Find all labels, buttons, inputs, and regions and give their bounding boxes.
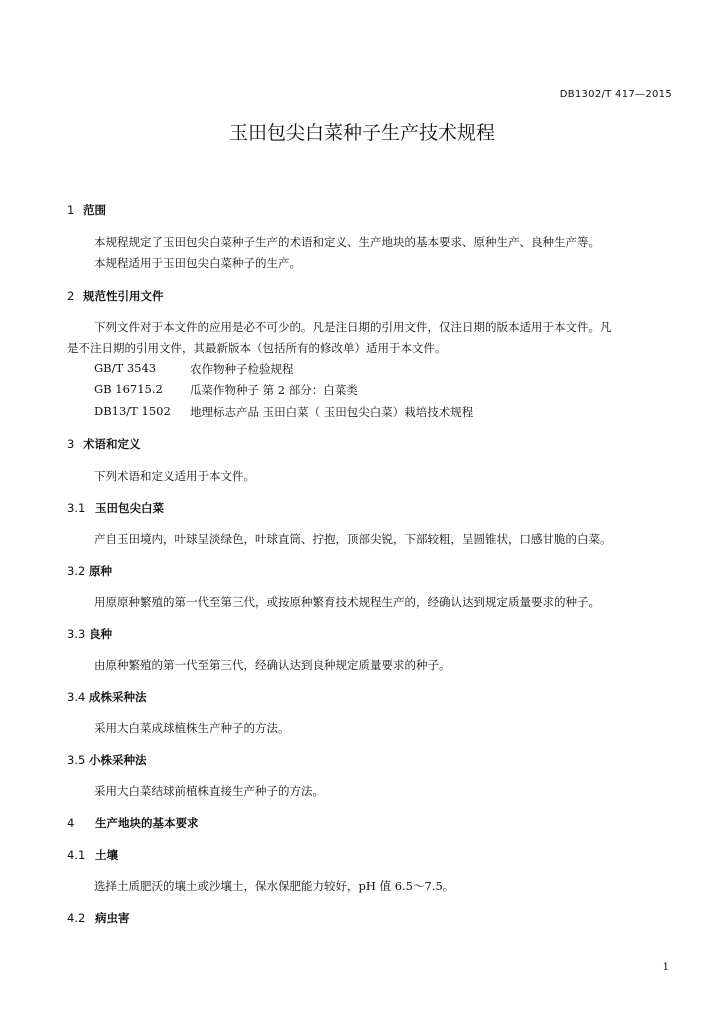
subsection-number: 3.5	[67, 753, 86, 767]
subsection-3-1-heading	[67, 500, 164, 516]
subsection-title: 病虫害	[95, 911, 130, 925]
reference-code: DB13/T 1502	[94, 404, 171, 418]
reference-title: 农作物种子检验规程	[190, 362, 294, 376]
paragraph: 本规程规定了玉田包尖白菜种子生产的术语和定义、生产地块的基本要求、原种生产、良种生产等。	[94, 235, 600, 249]
subsection-title: 玉田包尖白菜	[95, 501, 164, 515]
subsection-4-1-heading	[67, 847, 118, 863]
subsection-3-3-heading	[67, 626, 112, 642]
subsection-3-5-heading	[67, 752, 147, 768]
reference-code: GB 16715.2	[94, 382, 163, 396]
paragraph: 选择土质肥沃的壤土或沙壤土，保水保肥能力较好，pH 值 6.5～7.5。	[94, 879, 455, 893]
subsection-number: 4.1	[67, 848, 86, 862]
reference-code: GB/T 3543	[94, 361, 157, 375]
section-title: 范围	[83, 203, 106, 217]
paragraph: 采用大白菜结球前植株直接生产种子的方法。	[94, 784, 324, 798]
section-4-heading	[67, 815, 199, 831]
paragraph: 下列文件对于本文件的应用是必不可少的。凡是注日期的引用文件，仅注日期的版本适用于本文件。凡	[94, 320, 612, 334]
section-2-heading	[67, 288, 164, 304]
section-number: 1	[67, 203, 75, 217]
subsection-3-4-heading	[67, 689, 147, 705]
standard-number: DB1302/T 417—2015	[559, 89, 672, 100]
section-title: 生产地块的基本要求	[95, 816, 199, 830]
subsection-3-2-heading	[67, 563, 112, 579]
section-number: 2	[67, 289, 75, 303]
subsection-title: 良种	[89, 627, 112, 641]
subsection-title: 成株采种法	[89, 690, 147, 704]
section-number: 4	[67, 816, 75, 830]
paragraph: 采用大白菜成球植株生产种子的方法。	[94, 721, 290, 735]
subsection-number: 4.2	[67, 911, 86, 925]
subsection-number: 3.2	[67, 564, 86, 578]
paragraph: 是不注日期的引用文件，其最新版本（包括所有的修改单）适用于本文件。	[67, 341, 447, 355]
subsection-number: 3.4	[67, 690, 86, 704]
reference-title: 瓜菜作物种子 第 2 部分：白菜类	[190, 383, 358, 397]
subsection-4-2-heading	[67, 910, 130, 926]
subsection-title: 土壤	[95, 848, 118, 862]
section-title: 规范性引用文件	[83, 289, 164, 303]
paragraph: 用原原种繁殖的第一代至第三代，或按原种繁育技术规程生产的，经确认达到规定质量要求的种子。	[94, 595, 600, 609]
page-number: 1	[662, 962, 669, 973]
section-3-heading	[67, 436, 141, 452]
paragraph: 下列术语和定义适用于本文件。	[94, 469, 255, 483]
subsection-title: 小株采种法	[89, 753, 147, 767]
subsection-number: 3.3	[67, 627, 86, 641]
subsection-title: 原种	[89, 564, 112, 578]
section-title: 术语和定义	[83, 437, 141, 451]
paragraph: 由原种繁殖的第一代至第三代，经确认达到良种规定质量要求的种子。	[94, 658, 451, 672]
paragraph: 产自玉田境内，叶球呈淡绿色，叶球直筒、拧抱，顶部尖锐，下部较粗，呈圆锥状，口感甘脆的白菜。	[94, 532, 612, 546]
paragraph: 本规程适用于玉田包尖白菜种子的生产。	[94, 256, 301, 270]
reference-title: 地理标志产品 玉田白菜（ 玉田包尖白菜）栽培技术规程	[190, 405, 474, 419]
subsection-number: 3.1	[67, 501, 86, 515]
section-1-heading	[67, 202, 106, 218]
section-number: 3	[67, 437, 75, 451]
document-title: 玉田包尖白菜种子生产技术规程	[228, 122, 495, 144]
